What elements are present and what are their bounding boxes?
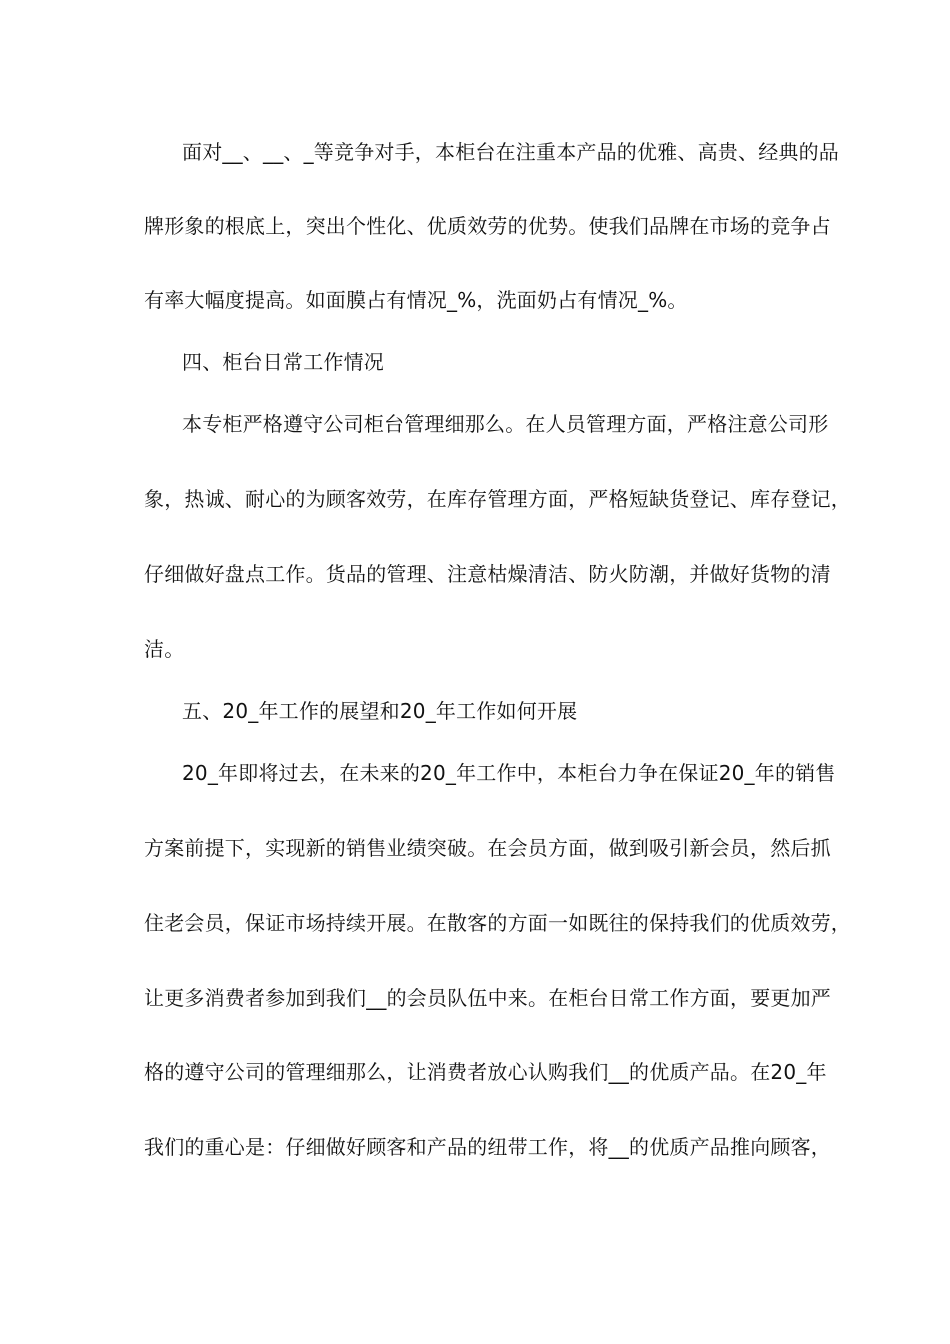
paragraph-line: 仔细做好盘点工作。货品的管理、注意枯燥清洁、防火防潮，并做好货物的清 [144,562,831,586]
paragraph-line: 让更多消费者参加到我们__的会员队伍中来。在柜台日常工作方面，要更加严 [144,986,831,1010]
paragraph-line: 本专柜严格遵守公司柜台管理细那么。在人员管理方面，严格注意公司形 [182,412,829,436]
paragraph-line: 牌形象的根底上，突出个性化、优质效劳的优势。使我们品牌在市场的竞争占 [144,214,831,238]
section-heading: 四、柜台日常工作情况 [182,350,384,374]
paragraph-line: 20_年即将过去，在未来的20_年工作中，本柜台力争在保证20_年的销售 [182,761,836,785]
paragraph-line: 格的遵守公司的管理细那么，让消费者放心认购我们__的优质产品。在20_年 [144,1060,827,1084]
section-heading: 五、20_年工作的展望和20_年工作如何开展 [182,699,578,723]
paragraph-line: 有率大幅度提高。如面膜占有情况_%，洗面奶占有情况_%。 [144,288,688,312]
paragraph-line: 我们的重心是：仔细做好顾客和产品的纽带工作，将__的优质产品推向顾客， [144,1135,831,1159]
paragraph-line: 方案前提下，实现新的销售业绩突破。在会员方面，做到吸引新会员，然后抓 [144,836,831,860]
paragraph-line: 面对__、__、_等竞争对手，本柜台在注重本产品的优雅、高贵、经典的品 [182,140,839,164]
paragraph-line: 象，热诚、耐心的为顾客效劳，在库存管理方面，严格短缺货登记、库存登记， [144,487,851,511]
paragraph-line: 住老会员，保证市场持续开展。在散客的方面一如既往的保持我们的优质效劳， [144,911,851,935]
paragraph-line: 洁。 [144,637,185,661]
